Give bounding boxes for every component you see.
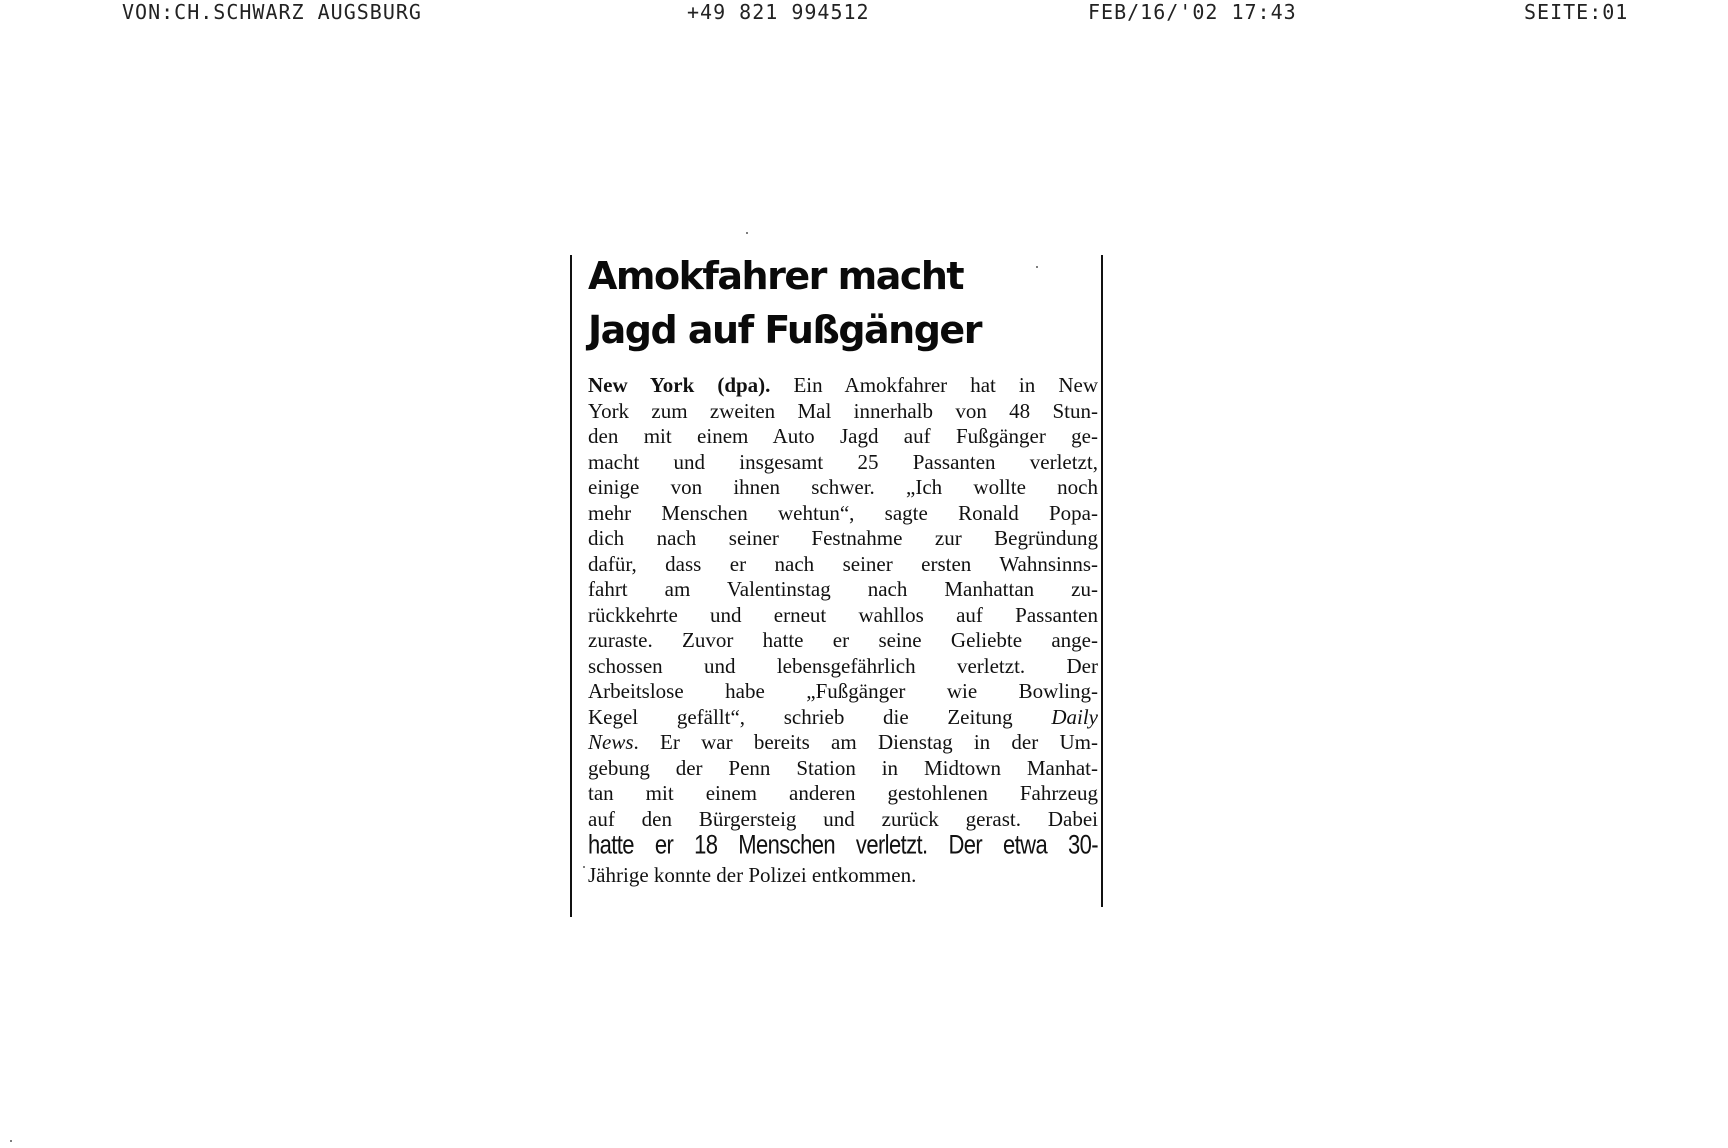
article-headline <box>588 249 1088 357</box>
fax-page-number: SEITE:01 <box>1524 0 1629 24</box>
scan-speck <box>746 232 748 234</box>
body-line: macht und insgesamt 25 Passanten verletzt, <box>588 449 1098 474</box>
body-line <box>588 705 1098 731</box>
body-line: einige von ihnen schwer. „Ich wollte noch <box>588 475 1098 499</box>
fax-phone-number: +49 821 994512 <box>687 0 870 24</box>
article-body <box>588 373 1098 889</box>
newspaper-name-part: Daily <box>1051 704 1098 729</box>
body-line: fahrt am Valentinstag nach Manhattan zu- <box>588 577 1098 601</box>
body-line <box>588 730 1098 756</box>
body-line: den mit einem Auto Jagd auf Fußgänger ge- <box>588 424 1098 448</box>
body-line: hatte er 18 Menschen verletzt. Der etwa 30- <box>588 829 1098 860</box>
body-line: Arbeitslose habe „Fußgänger wie Bowling- <box>588 679 1098 703</box>
body-line: dafür, dass er nach seiner ersten Wahnsinns- <box>588 551 1098 576</box>
scan-speck <box>10 1140 12 1142</box>
body-text: . Er war bereits am Dienstag in der Um- <box>633 730 1098 754</box>
body-line: zuraste. Zuvor hatte er seine Geliebte ange- <box>588 628 1098 652</box>
body-line: gebung der Penn Station in Midtown Manhat- <box>588 755 1098 780</box>
body-line: Jährige konnte der Polizei entkommen. <box>588 863 917 887</box>
body-line: rückkehrte und erneut wahllos auf Passanten <box>588 602 1098 627</box>
body-line: York zum zweiten Mal innerhalb von 48 Stun- <box>588 398 1098 423</box>
body-line <box>588 373 1098 399</box>
newspaper-name-part: News <box>588 730 634 754</box>
fax-transmission-header <box>0 0 1728 28</box>
article-dateline: New York (dpa). <box>588 373 771 397</box>
body-line: auf den Bürgersteig und zurück gerast. Dabei <box>588 806 1098 831</box>
fax-sender: VON:CH.SCHWARZ AUGSBURG <box>122 0 422 24</box>
body-line: tan mit einem anderen gestohlenen Fahrzeug <box>588 781 1098 805</box>
scan-speck <box>1036 266 1038 268</box>
headline-line: Amokfahrer macht <box>588 254 964 298</box>
body-text: Kegel gefällt“, schrieb die Zeitung <box>588 704 1052 729</box>
body-text: Ein Amokfahrer hat in New <box>770 373 1098 397</box>
scan-speck <box>583 866 585 868</box>
column-rule-left <box>570 255 572 917</box>
body-line: dich nach seiner Festnahme zur Begründung <box>588 526 1098 550</box>
newspaper-clipping <box>570 255 1103 917</box>
fax-datetime: FEB/16/'02 17:43 <box>1088 0 1297 24</box>
body-line: schossen und lebensgefährlich verletzt. Der <box>588 653 1098 678</box>
column-rule-right <box>1101 255 1103 907</box>
body-line: mehr Menschen wehtun“, sagte Ronald Popa- <box>588 500 1098 525</box>
headline-line: Jagd auf Fußgänger <box>588 308 981 352</box>
